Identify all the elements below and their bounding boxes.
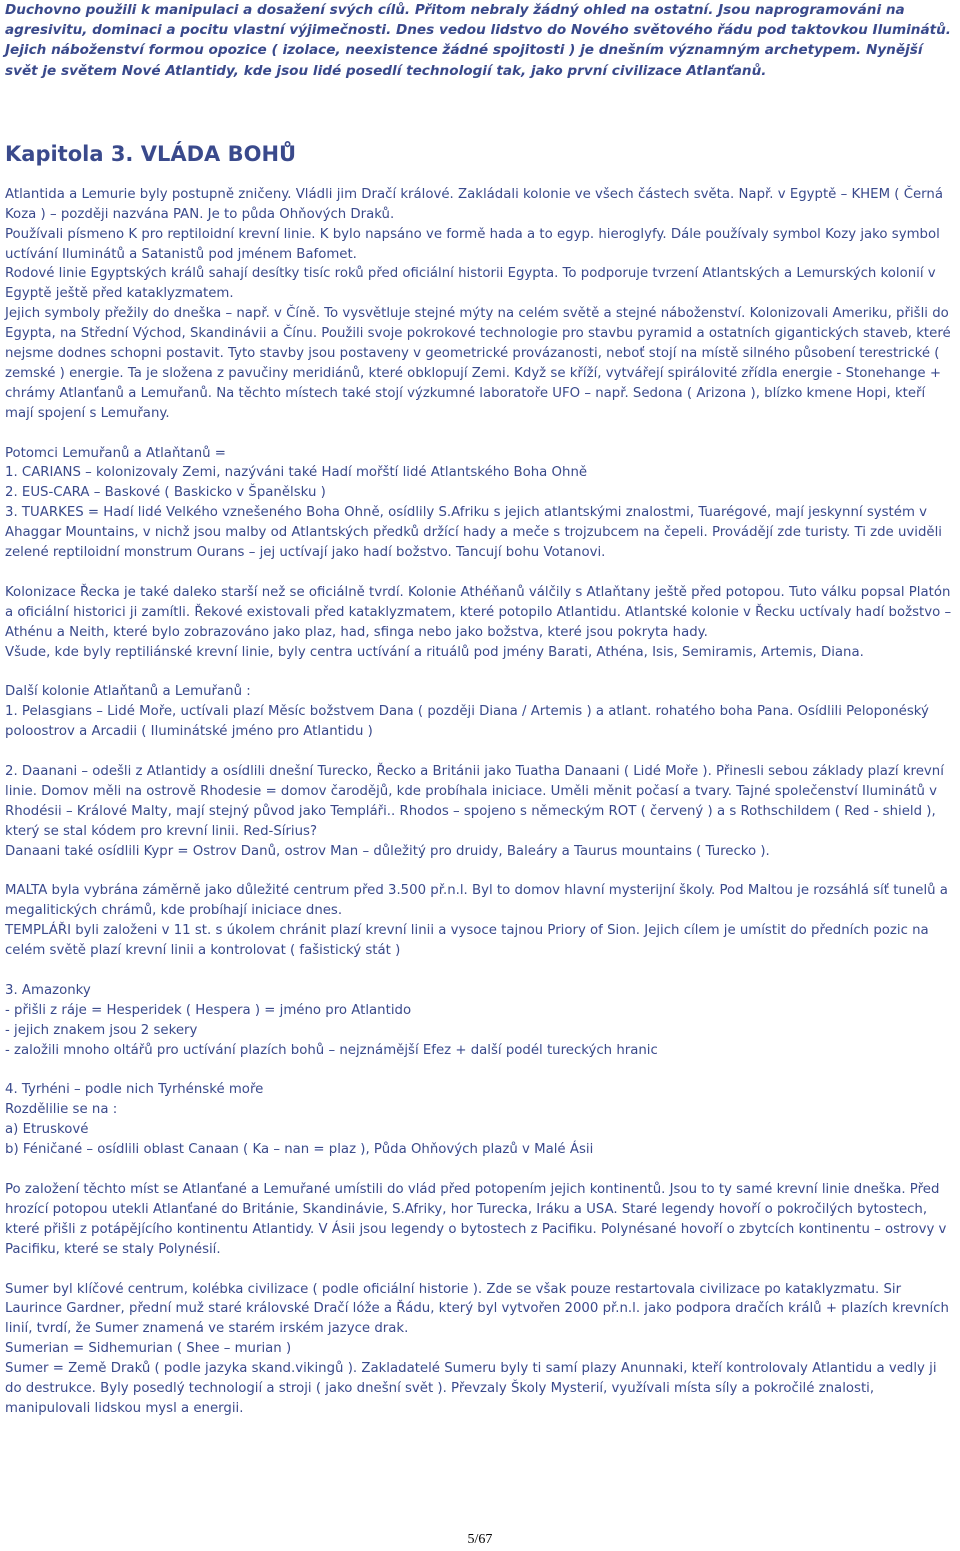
spacer [5,1260,955,1280]
spacer [5,1160,955,1180]
spacer [5,961,955,981]
spacer [5,862,955,882]
chapter-heading: Kapitola 3. VLÁDA BOHŮ [5,141,297,166]
paragraph: Sumer byl klíčové centrum, kolébka civilizace ( podle oficiální historie ). Zde se však pouze restartovala civilizace po kataklyzmatu. Sir Laurince Gardner, přední muž staré královské Dračí lóže a Řádu, který byl vytvořen 2000 př.n.l. jako podpora dračích králů + plazích krevních linií, tvrdí, že Sumer znamená ve starém irském jazyce drak. [5,1281,949,1337]
section-tyrrhenians [5,1080,955,1160]
paragraph: Kolonizace Řecka je také daleko starší než se oficiálně tvrdí. Kolonie Athéňanů válčily s Atlaňtany ještě před potopou. Tuto válku popsal Platón a oficiální historici ji zamítli. Řekové existovali před kataklyzmatem, které potopilo Atlantidu. Atlantské kolonie v Řecku uctívaly hadí božstvo – Athénu a Neith, které bylo zobrazováno jako plaz, had, sfinga nebo jako božstva, které jsou pokryta hady. [5,584,952,640]
list-item: 1. Pelasgians – Lidé Moře, uctívali plazí Měsíc božstvem Dana ( později Diana / Artemis ) a atlant. rohatého boha Pana. Osídlili Peloponéský poloostrov a Arcadii ( Iluminátské jméno pro Atlantidu ) [5,704,929,740]
section-malta [5,881,955,961]
list-item: Rozdělilie se na : [5,1102,118,1118]
list-item: 4. Tyrhéni – podle nich Tyrhénské moře [5,1082,264,1098]
page-number: 5/67 [467,1532,493,1547]
list-item: 1. CARIANS – kolonizovaly Zemi, nazýváni také Hadí mořští lidé Atlantského Boha Ohně [5,465,588,481]
paragraph: Všude, kde byly reptiliánské krevní linie, byly centra uctívání a rituálů pod jmény Barati, Athéna, Isis, Semiramis, Artemis, Diana. [5,644,864,660]
list-item: 3. Amazonky [5,982,91,998]
paragraph: Po založení těchto míst se Atlanťané a Lemuřané umístili do vlád před potopením jejich kontinentů. Jsou to ty samé krevní linie dneška. Před hrozící potopou utekli Atlanťané do Británie, Skandinávie, S.Afriky, hor Turecka, Iráku a USA. Staré legendy hovoří o pokročilých bytostech, které přišli z potápějícího kontinentu Atlantidy. V Ásii jsou legendy o bytostech z Pacifiku. Polynésané hovoří o zbytcích kontinentu – ostrovy v Pacifiku, které se staly Polynésií. [5,1182,947,1257]
paragraph: Jejich symboly přežily do dneška – např. v Číně. To vysvětluje stejné mýty na celém světě a stejné náboženství. Kolonizovali Ameriku, přišli do Egypta, na Střední Východ, Skandinávii a Čínu. Použili svoje pokrokové technologie pro stavbu pyramid a ostatních gigantických staveb, které nejsme dodnes schopni postavit. Tyto stavby jsou postaveny v geometrické provázanosti, neboť stojí na místě silného působení terestrické ( zemské ) energie. Ta je složena z pavučiny meridiánů, které obklopují Zemi. Když se kříží, vytvářejí spirálovité zřídla energie - Stonehange + chrámy Atlanťanů a Lemuřanů. Na těchto místech také stojí výzkumné laboratoře UFO – např. Sedona ( Arizona ), blízko kmene Hopi, kteří mají spojení s Lemuřany. [5,306,951,421]
document-page [5,0,955,1419]
list-item: - založili mnoho oltářů pro uctívání plazích bohů – nejznámější Efez + další podél tureckých hranic [5,1042,658,1058]
list-item: 3. TUARKES = Hadí lidé Velkého vznešeného Boha Ohně, osídlily S.Afriku s jejich atlantskými znalostmi, Tuarégové, mají jeskynní systém v Ahaggar Mountains, v nichž jsou malby od Atlantských předků držící hady a meče s trojzubcem na čepeli. Provádějí zde turisty. Ti zde uviděli zelené reptiloidní monstrum Ourans – jej uctívají jako hadí božstvo. Tancují bohu Votanovi. [5,505,942,561]
section-other-colonies [5,682,955,742]
list-item: a) Etruskové [5,1122,89,1138]
section-sumer [5,1280,955,1419]
chapter-body [5,185,955,1419]
section-descendants [5,444,955,563]
list-item: - jejich znakem jsou 2 sekery [5,1022,198,1038]
spacer [5,563,955,583]
list-item: 2. EUS-CARA – Baskové ( Baskicko v Španělsku ) [5,485,326,501]
section-greece [5,583,955,663]
intro-text: Duchovno použili k manipulaci a dosažení svých cílů. Přitom nebraly žádný ohled na ostatní. Jsou naprogramováni na agresivitu, dominaci a pocitu vlastní výjimečnosti. Dnes vedou lidstvo do Nového světového řádu pod taktovkou Iluminátů. Jejich náboženství formou opozice ( izolace, neexistence žádné spojitosti ) je dnešním významným archetypem. Nynější svět je světem Nové Atlantidy, kde jsou lidé posedlí technologií tak, jako první civilizace Atlanťanů. [5,2,951,79]
paragraph: Sumerian = Sidhemurian ( Shee – murian ) [5,1341,292,1357]
list-item: - přišli z ráje = Hesperidek ( Hespera ) = jméno pro Atlantido [5,1002,412,1018]
paragraph: TEMPLÁŘI byli založeni v 11 st. s úkolem chránit plazí krevní linii a vysoce tajnou Priory of Sion. Jejich cílem je umístit do předních pozic na celém světě plazí krevní linii a kontrolovat ( fašistický stát ) [5,923,929,959]
paragraph: Další kolonie Atlaňtanů a Lemuřanů : [5,684,251,700]
paragraph: Potomci Lemuřanů a Atlaňtanů = [5,445,226,461]
paragraph: MALTA byla vybrána záměrně jako důležité centrum před 3.500 př.n.l. Byl to domov hlavní mysterijní školy. Pod Maltou je rozsáhlá síť tunelů a megalitických chrámů, kde probíhají iniciace dnes. [5,883,948,919]
list-item: b) Féničané – osídlili oblast Canaan ( Ka – nan = plaz ), Půda Ohňových plazů v Malé Ásii [5,1142,594,1158]
spacer [5,424,955,444]
section-amazons [5,981,955,1061]
paragraph: Rodové linie Egyptských králů sahají desítky tisíc roků před oficiální historii Egypta. To podporuje tvrzení Atlantských a Lemurských kolonií v Egyptě ještě před kataklyzmatem. [5,266,936,302]
list-item: 2. Daanani – odešli z Atlantidy a osídlili dnešní Turecko, Řecko a Británii jako Tuatha Danaani ( Lidé Moře ). Přinesli sebou základy plazí krevní linie. Domov měli na ostrově Rhodesie = domov čarodějů, kde probíhala iniciace. Uměli měnit počasí a tvary. Tajné společenství Iluminátů v Rhodésii – Králové Malty, mají stejný původ jako Templáři.. Rhodos – spojeno s německým ROT ( červený ) a s Rothschildem ( Red - shield ), který se stal kódem pro krevní linii. Red-Sírius? [5,764,944,839]
section-daanani [5,762,955,862]
intro-paragraph [5,0,955,81]
section-flood [5,1180,955,1260]
spacer [5,742,955,762]
paragraph: Sumer = Země Draků ( podle jazyka skand.vikingů ). Zakladatelé Sumeru byly ti samí plazy Anunnaki, kteří kontrolovaly Atlantidu a vedly ji do destrukce. Byly posedlý technologií a stroji ( jako dnešní svět ). Převzaly Školy Mysterií, využívali místa síly a pokročilé znalosti, manipulovali lidskou mysl a energii. [5,1361,937,1416]
spacer [5,1061,955,1081]
paragraph: Atlantida a Lemurie byly postupně zničeny. Vládli jim Dračí králové. Zakládali kolonie ve všech částech světa. Např. v Egyptě – KHEM ( Černá Koza ) – později nazvána PAN. Je to půda Ohňových Draků. [5,186,943,222]
section-atlantis-fall [5,185,955,424]
paragraph: Danaani také osídlili Kypr = Ostrov Danů, ostrov Man – důležitý pro druidy, Baleáry a Taurus mountains ( Turecko ). [5,843,770,859]
paragraph: Používali písmeno K pro reptiloidní krevní linie. K bylo napsáno ve formě hada a to egyp. hieroglyfy. Dále používaly symbol Kozy jako symbol uctívání Iluminátů a Satanistů pod jménem Bafomet. [5,226,940,262]
spacer [5,663,955,683]
